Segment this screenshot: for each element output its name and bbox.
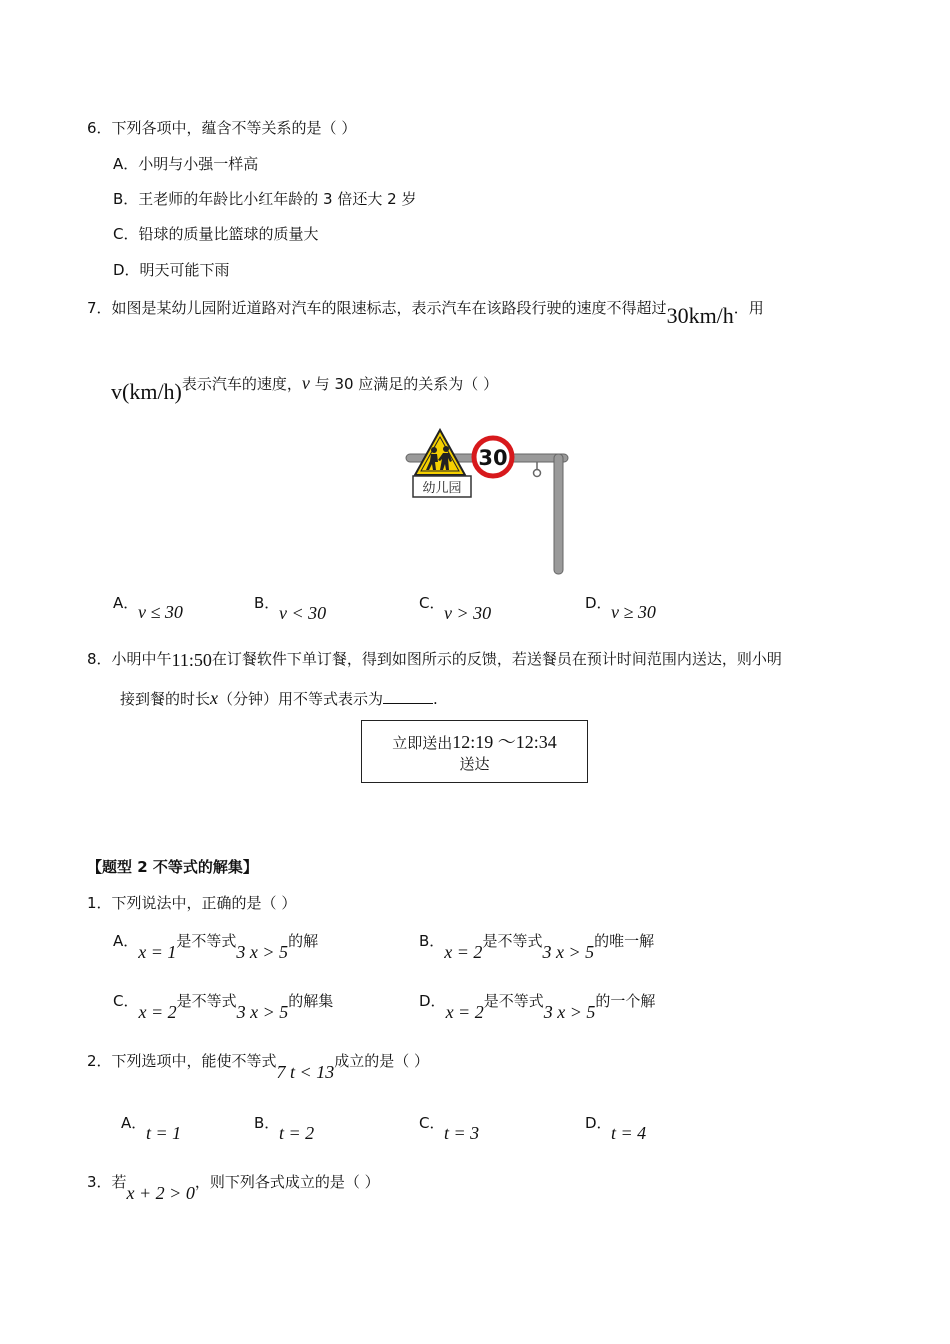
- s2-q1-stem: 1．下列说法中，正确的是（ ）: [87, 894, 297, 912]
- s2-q1-d-m1: x = 2: [445, 1002, 484, 1022]
- s2-q3-stem: [87, 1171, 380, 1203]
- s2-q1-option-a[interactable]: [113, 930, 319, 962]
- speed-limit-number: 30: [478, 446, 508, 470]
- q8-var: x: [210, 688, 219, 708]
- s2-q1-option-b[interactable]: [419, 930, 655, 962]
- s2-q1-b-m1: x = 2: [444, 942, 483, 962]
- q8-answer-blank[interactable]: [383, 689, 433, 704]
- s2-q2-option-c-label[interactable]: C．: [419, 1114, 445, 1132]
- s2-q2-stem-text-2: 成立的是（ ）: [334, 1052, 429, 1070]
- s2-q1-c-m2: 3 x > 5: [236, 1002, 289, 1022]
- q8-stem-text: 8．小明中午: [87, 650, 172, 668]
- q7-option-d-math[interactable]: v ≥ 30: [611, 602, 656, 622]
- s2-q1-a-m1: x = 1: [138, 942, 177, 962]
- q7-stem-text-4: 与 30 应满足的关系为（ ）: [309, 375, 499, 393]
- s2-q2-option-a-label[interactable]: A．: [121, 1114, 147, 1132]
- q7-option-a-label[interactable]: A．: [113, 594, 139, 612]
- s2-q1-b-label: B．: [419, 932, 445, 950]
- q8-stem-text-2: 在订餐软件下单订餐，得到如图所示的反馈，若送餐员在预计时间范围内送达，则小明: [211, 650, 782, 668]
- delivery-box-text: 立即送出: [392, 734, 453, 752]
- q7-var-unit: v(km/h): [111, 379, 182, 404]
- s2-q1-c-label: C．: [113, 992, 139, 1010]
- s2-q2-option-a-math[interactable]: t = 1: [146, 1123, 182, 1143]
- s2-q2-option-d-math[interactable]: t = 4: [611, 1123, 647, 1143]
- s2-q1-a-t1: 是不等式: [176, 932, 237, 950]
- q7-stem-text: 7．如图是某幼儿园附近道路对汽车的限速标志，表示汽车在该路段行驶的速度不得超过: [87, 299, 667, 317]
- s2-q1-c-m1: x = 2: [138, 1002, 177, 1022]
- q6-option-c[interactable]: C．铅球的质量比篮球的质量大: [113, 225, 319, 243]
- q8-time: 11:50: [171, 650, 212, 670]
- q7-stem-line2: [111, 372, 499, 404]
- sign-hook-ring: [534, 470, 541, 477]
- s2-q1-d-m2: 3 x > 5: [543, 1002, 596, 1022]
- s2-q1-option-d[interactable]: [419, 990, 656, 1022]
- q7-option-c-math[interactable]: v > 30: [444, 603, 492, 623]
- kindergarten-board-text: 幼儿园: [422, 481, 462, 496]
- s2-q2-option-d-label[interactable]: D．: [585, 1114, 612, 1132]
- q7-var: v: [301, 373, 310, 393]
- s2-q1-option-c[interactable]: [113, 990, 334, 1022]
- s2-q2-option-b-math[interactable]: t = 2: [279, 1123, 315, 1143]
- sign-vertical-pole: [554, 454, 563, 574]
- q8-stem-text-3: 接到餐的时长: [120, 690, 211, 708]
- s2-q2-option-b-label[interactable]: B．: [254, 1114, 280, 1132]
- delivery-box-line2: 送达: [459, 755, 490, 773]
- s2-q1-d-t2: 的一个解: [595, 992, 656, 1010]
- q8-stem-text-4: （分钟）用不等式表示为: [218, 690, 384, 708]
- q7-speed-limit: 30km/h: [666, 303, 734, 328]
- s2-q1-d-label: D．: [419, 992, 446, 1010]
- s2-q1-d-t1: 是不等式: [483, 992, 544, 1010]
- delivery-box-time-range: 12:19 ～12:34: [452, 732, 557, 752]
- q7-stem-line1: [87, 296, 764, 328]
- s2-q1-a-t2: 的解: [288, 932, 319, 950]
- q8-stem-end: .: [433, 690, 438, 708]
- s2-q1-b-t1: 是不等式: [482, 932, 543, 950]
- speed-limit-sign-figure: [400, 428, 575, 578]
- s2-q2-option-c-math[interactable]: t = 3: [444, 1123, 480, 1143]
- section2-title: 【题型 2 不等式的解集】: [87, 858, 258, 876]
- q7-option-d-label[interactable]: D．: [585, 594, 612, 612]
- s2-q2-stem-text: 2．下列选项中，能使不等式: [87, 1052, 277, 1070]
- s2-q2-stem: [87, 1050, 429, 1082]
- s2-q1-b-m2: 3 x > 5: [542, 942, 595, 962]
- q6-option-a[interactable]: A．小明与小强一样高: [113, 155, 259, 173]
- q8-stem-line2: [120, 688, 438, 709]
- q7-stem-text-3: 表示汽车的速度，: [181, 375, 302, 393]
- s2-q1-c-t1: 是不等式: [176, 992, 237, 1010]
- s2-q3-stem-text: 3．若: [87, 1173, 127, 1191]
- s2-q1-b-t2: 的唯一解: [594, 932, 655, 950]
- delivery-feedback-box: [361, 720, 588, 783]
- q6-option-d[interactable]: D．明天可能下雨: [113, 261, 230, 279]
- q6-option-b[interactable]: B．王老师的年龄比小红年龄的 3 倍还大 2 岁: [113, 190, 417, 208]
- q7-option-b-label[interactable]: B．: [254, 594, 280, 612]
- q7-option-c-label[interactable]: C．: [419, 594, 445, 612]
- delivery-box-line1: [362, 731, 587, 754]
- s2-q1-a-m2: 3 x > 5: [236, 942, 289, 962]
- q8-stem-line1: [87, 648, 782, 669]
- q7-stem-text-2: ．用: [733, 299, 764, 317]
- s2-q3-stem-text-2: ，则下列各式成立的是（ ）: [194, 1173, 380, 1191]
- s2-q1-a-label: A．: [113, 932, 139, 950]
- s2-q3-math: x + 2 > 0: [126, 1183, 195, 1203]
- s2-q1-c-t2: 的解集: [288, 992, 334, 1010]
- q7-option-b-math[interactable]: v < 30: [279, 603, 327, 623]
- s2-q2-math: 7 t < 13: [276, 1062, 335, 1082]
- q6-stem: 6．下列各项中，蕴含不等关系的是（ ）: [87, 119, 357, 137]
- q7-option-a-math[interactable]: v ≤ 30: [138, 602, 183, 622]
